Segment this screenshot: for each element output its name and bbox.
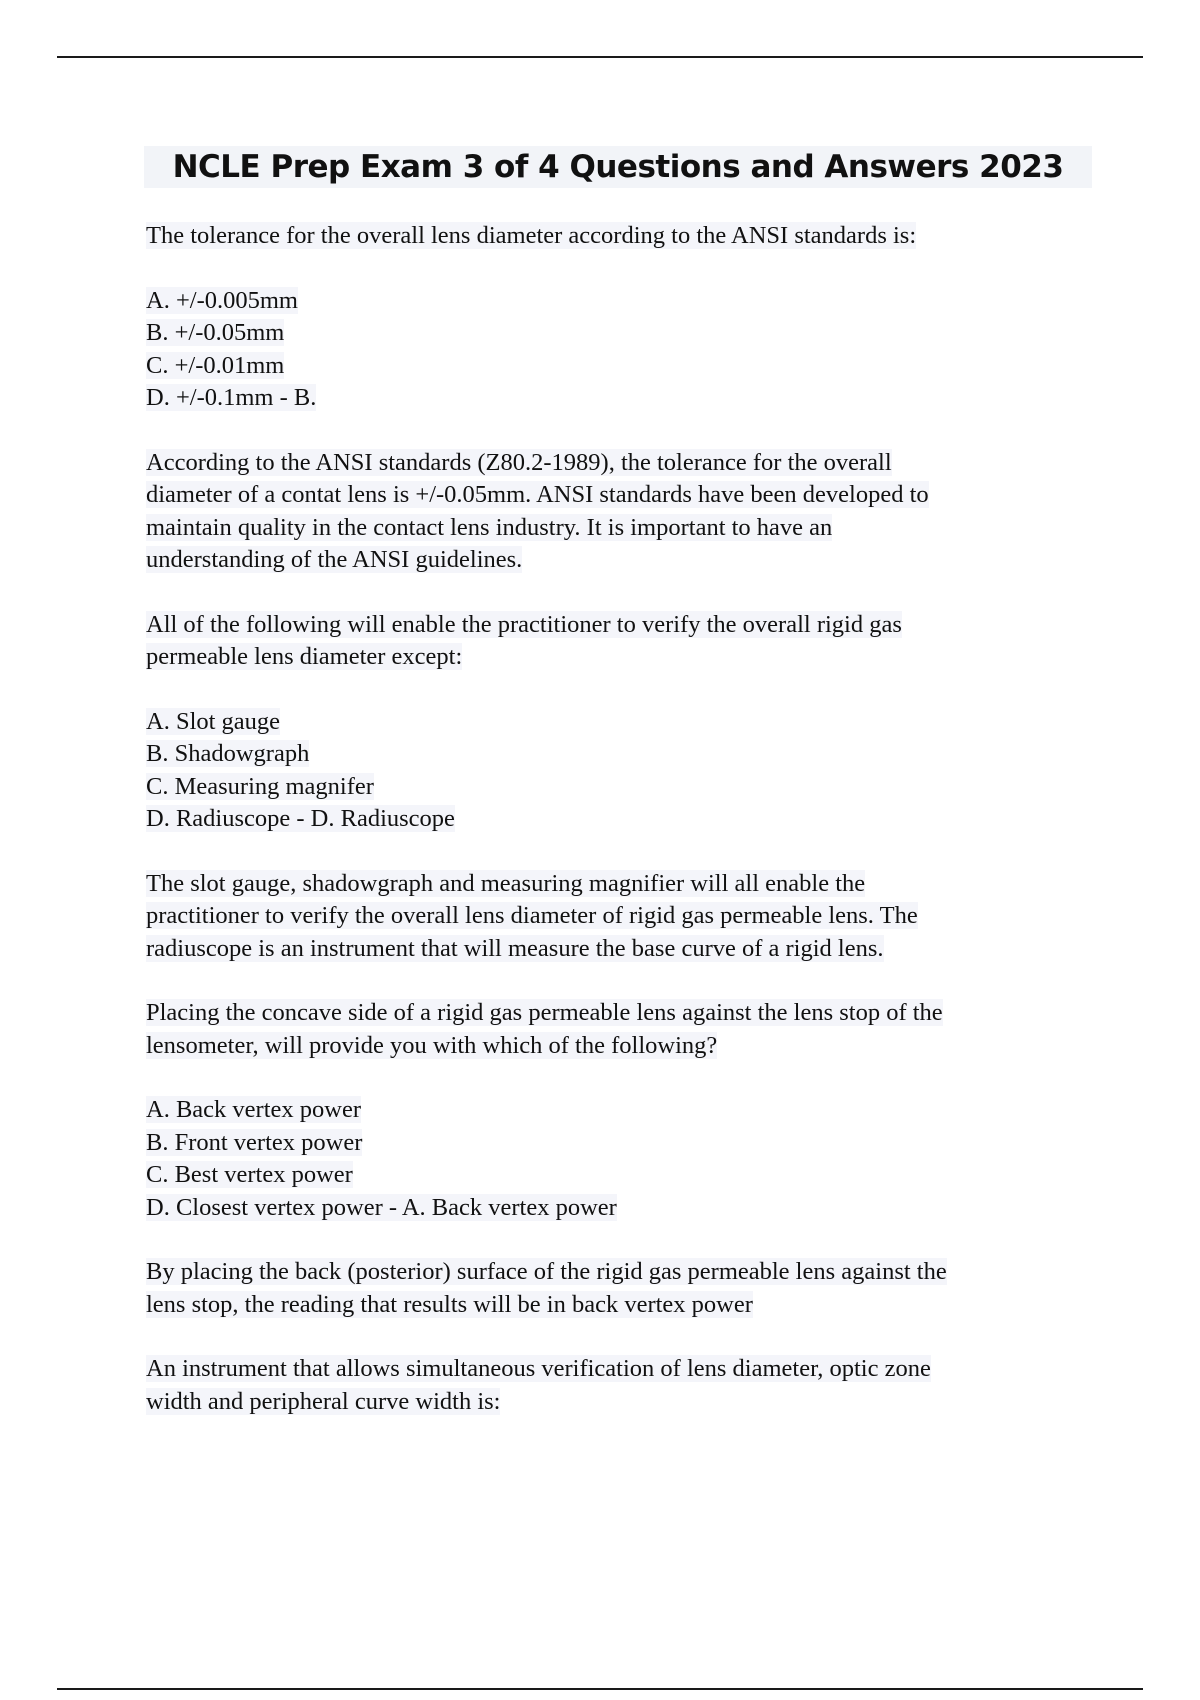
question-2 xyxy=(146,609,1106,674)
explanation-3 xyxy=(146,1256,1106,1321)
question-line: lensometer, will provide you with which of the following? xyxy=(146,1031,718,1059)
explanation-1 xyxy=(146,447,1106,577)
answer-line: D. +/-0.1mm - B. xyxy=(146,384,317,411)
option-line: C. +/-0.01mm xyxy=(146,351,285,379)
options-2 xyxy=(146,706,1106,836)
explanation-line: lens stop, the reading that results will be in back vertex power xyxy=(146,1290,753,1318)
question-line: All of the following will enable the practitioner to verify the overall rigid gas xyxy=(146,610,902,638)
document-body xyxy=(146,220,1106,1450)
option-line: A. +/-0.005mm xyxy=(146,286,298,314)
option-line: C. Best vertex power xyxy=(146,1161,353,1188)
page-title: NCLE Prep Exam 3 of 4 Questions and Answers 2023 xyxy=(172,149,1064,185)
explanation-line: maintain quality in the contact lens industry. It is important to have an xyxy=(146,513,833,541)
header-rule xyxy=(57,56,1143,58)
explanation-line: practitioner to verify the overall lens diameter of rigid gas permeable lens. The xyxy=(146,902,918,929)
option-line: B. +/-0.05mm xyxy=(146,319,285,346)
option-line: C. Measuring magnifer xyxy=(146,772,374,800)
question-line: An instrument that allows simultaneous verification of lens diameter, optic zone xyxy=(146,1355,931,1382)
explanation-line: The slot gauge, shadowgraph and measuring magnifier will all enable the xyxy=(146,869,866,897)
answer-line: D. Closest vertex power - A. Back vertex power xyxy=(146,1193,617,1221)
option-line: A. Slot gauge xyxy=(146,707,281,735)
answer-line: D. Radiuscope - D. Radiuscope xyxy=(146,805,455,832)
question-4 xyxy=(146,1353,1106,1418)
options-1 xyxy=(146,285,1106,415)
options-3 xyxy=(146,1094,1106,1224)
explanation-line: radiuscope is an instrument that will measure the base curve of a rigid lens. xyxy=(146,934,884,962)
explanation-line: diameter of a contat lens is +/-0.05mm. ANSI standards have been developed to xyxy=(146,481,929,508)
option-line: B. Shadowgraph xyxy=(146,740,310,767)
option-line: B. Front vertex power xyxy=(146,1128,363,1156)
question-3 xyxy=(146,997,1106,1062)
question-line: The tolerance for the overall lens diameter according to the ANSI standards is: xyxy=(146,222,917,249)
question-1 xyxy=(146,220,1106,253)
option-line: A. Back vertex power xyxy=(146,1096,361,1123)
footer-rule xyxy=(57,1688,1143,1690)
question-line: permeable lens diameter except: xyxy=(146,643,463,670)
explanation-line: According to the ANSI standards (Z80.2-1989), the tolerance for the overall xyxy=(146,448,892,476)
explanation-line: understanding of the ANSI guidelines. xyxy=(146,546,523,573)
question-line: width and peripheral curve width is: xyxy=(146,1387,501,1415)
question-line: Placing the concave side of a rigid gas permeable lens against the lens stop of the xyxy=(146,999,943,1026)
explanation-line: By placing the back (posterior) surface of the rigid gas permeable lens against the xyxy=(146,1258,947,1285)
explanation-2 xyxy=(146,868,1106,966)
